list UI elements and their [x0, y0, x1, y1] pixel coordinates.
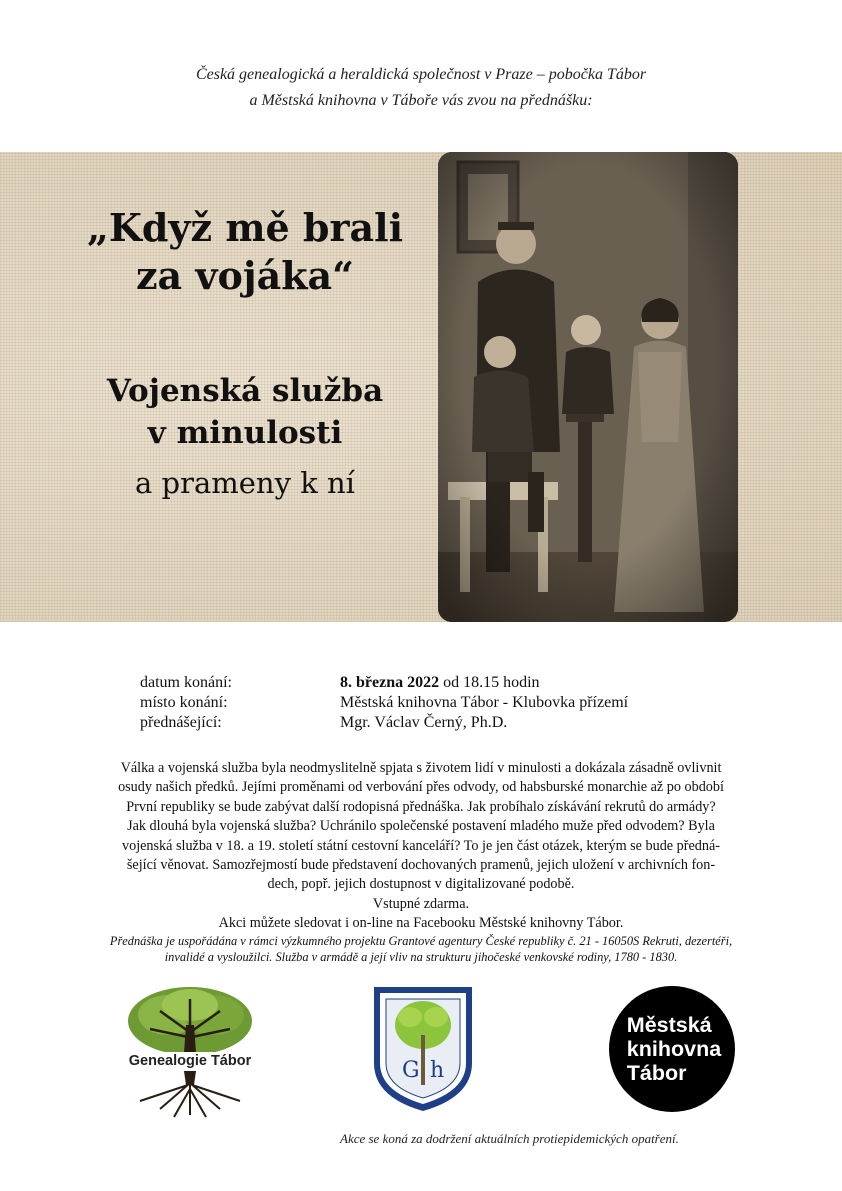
- detail-row-date: [140, 673, 760, 693]
- family-photo: [438, 152, 738, 622]
- detail-row-speaker: [140, 713, 760, 733]
- shield-letter-h: h: [430, 1058, 445, 1083]
- family-photo-illustration: [438, 152, 738, 622]
- description-line: osudy našich předků. Jejími proměnami od verbování přes odvody, od habsburské monarchie až po období: [118, 779, 724, 796]
- tree-logo-label: Genealogie Tábor: [120, 1052, 260, 1070]
- library-logo-line: Městská: [626, 1013, 712, 1037]
- grant-note-line-2: invalidé a vysloužilci. Služba v armádě a její vliv na strukturu jihočeské venkovské rodiny, 1780 - 1830.: [164, 950, 678, 964]
- intro-text: [0, 62, 842, 114]
- mestska-knihovna-tabor-logo: [609, 986, 735, 1112]
- grant-note-line-1: Přednáška je uspořádána v rámci výzkumného projektu Grantové agentury České republiky č. 21 - 16050S Rekruti, dezertéři,: [109, 934, 733, 948]
- detail-value: [340, 673, 540, 693]
- event-details: [140, 673, 760, 733]
- detail-value: Mgr. Václav Černý, Ph.D.: [340, 714, 508, 731]
- main-title-line-1: „Když mě brali: [86, 205, 404, 250]
- description-line: Jak dlouhá byla vojenská služba? Uchránilo společenské postavení mladého muže před odvodem? Byla: [127, 818, 715, 835]
- library-logo-line: knihovna: [626, 1037, 722, 1061]
- grant-note: [40, 933, 802, 965]
- subtitle-line-3: a prameny k ní: [135, 466, 355, 500]
- description-line: vojenská služba v 18. a 19. století státní cestovní kanceláří? To je jen část otázek, kterým se bude předná-: [122, 837, 720, 854]
- title-banner: [0, 152, 842, 622]
- detail-value: Městská knihovna Tábor - Klubovka přízemí: [340, 694, 629, 711]
- detail-value-rest: od 18.15 hodin: [439, 674, 540, 691]
- online-text: Akci můžete sledovat i on-line na Facebooku Městské knihovny Tábor.: [218, 915, 624, 932]
- footer-note: Akce se koná za dodržení aktuálních protiepidemických opatření.: [340, 1131, 679, 1146]
- description-line: Válka a vojenská služba byla neodmyslitelně spjata s životem lidí v minulosti a dokázala zásadně ovlivnit: [120, 760, 722, 776]
- library-logo-line: Tábor: [626, 1061, 687, 1085]
- shield-letter-g: G: [402, 1058, 420, 1083]
- subtitle: [60, 370, 430, 454]
- description-line: dech, popř. jejich dostupnost v digitalizované podobě.: [267, 876, 575, 893]
- genealogie-tabor-logo: [120, 985, 260, 1120]
- detail-value-bold: 8. března 2022: [340, 674, 440, 691]
- detail-label: přednášející:: [140, 714, 222, 731]
- detail-label: místo konání:: [140, 694, 228, 711]
- intro-line-2: a Městská knihovna v Táboře vás zvou na přednášku:: [249, 92, 593, 109]
- detail-label: datum konání:: [140, 674, 232, 691]
- subtitle-line-1: Vojenská služba: [106, 373, 384, 409]
- shield-icon: [372, 985, 474, 1113]
- detail-row-place: [140, 693, 760, 713]
- description-line: První republiky se bude zabývat další rodopisná přednáška. Jak probíhalo získávání rekrutů do armády?: [126, 798, 716, 815]
- intro-line-1: Česká genealogická a heraldická společnost v Praze – pobočka Tábor: [195, 66, 647, 83]
- library-logo-text: [623, 1013, 721, 1085]
- heraldry-shield-logo: [372, 985, 474, 1113]
- admission-text: Vstupné zdarma.: [372, 895, 470, 912]
- subtitle-line-2: v minulosti: [147, 415, 343, 451]
- description: [50, 759, 792, 934]
- description-line: šející věnovat. Samozřejmostí bude představení dochovaných pramenů, jejich uložení v archivních fon-: [126, 857, 716, 874]
- main-title-line-2: za vojáka“: [135, 253, 355, 298]
- main-title: [40, 204, 450, 300]
